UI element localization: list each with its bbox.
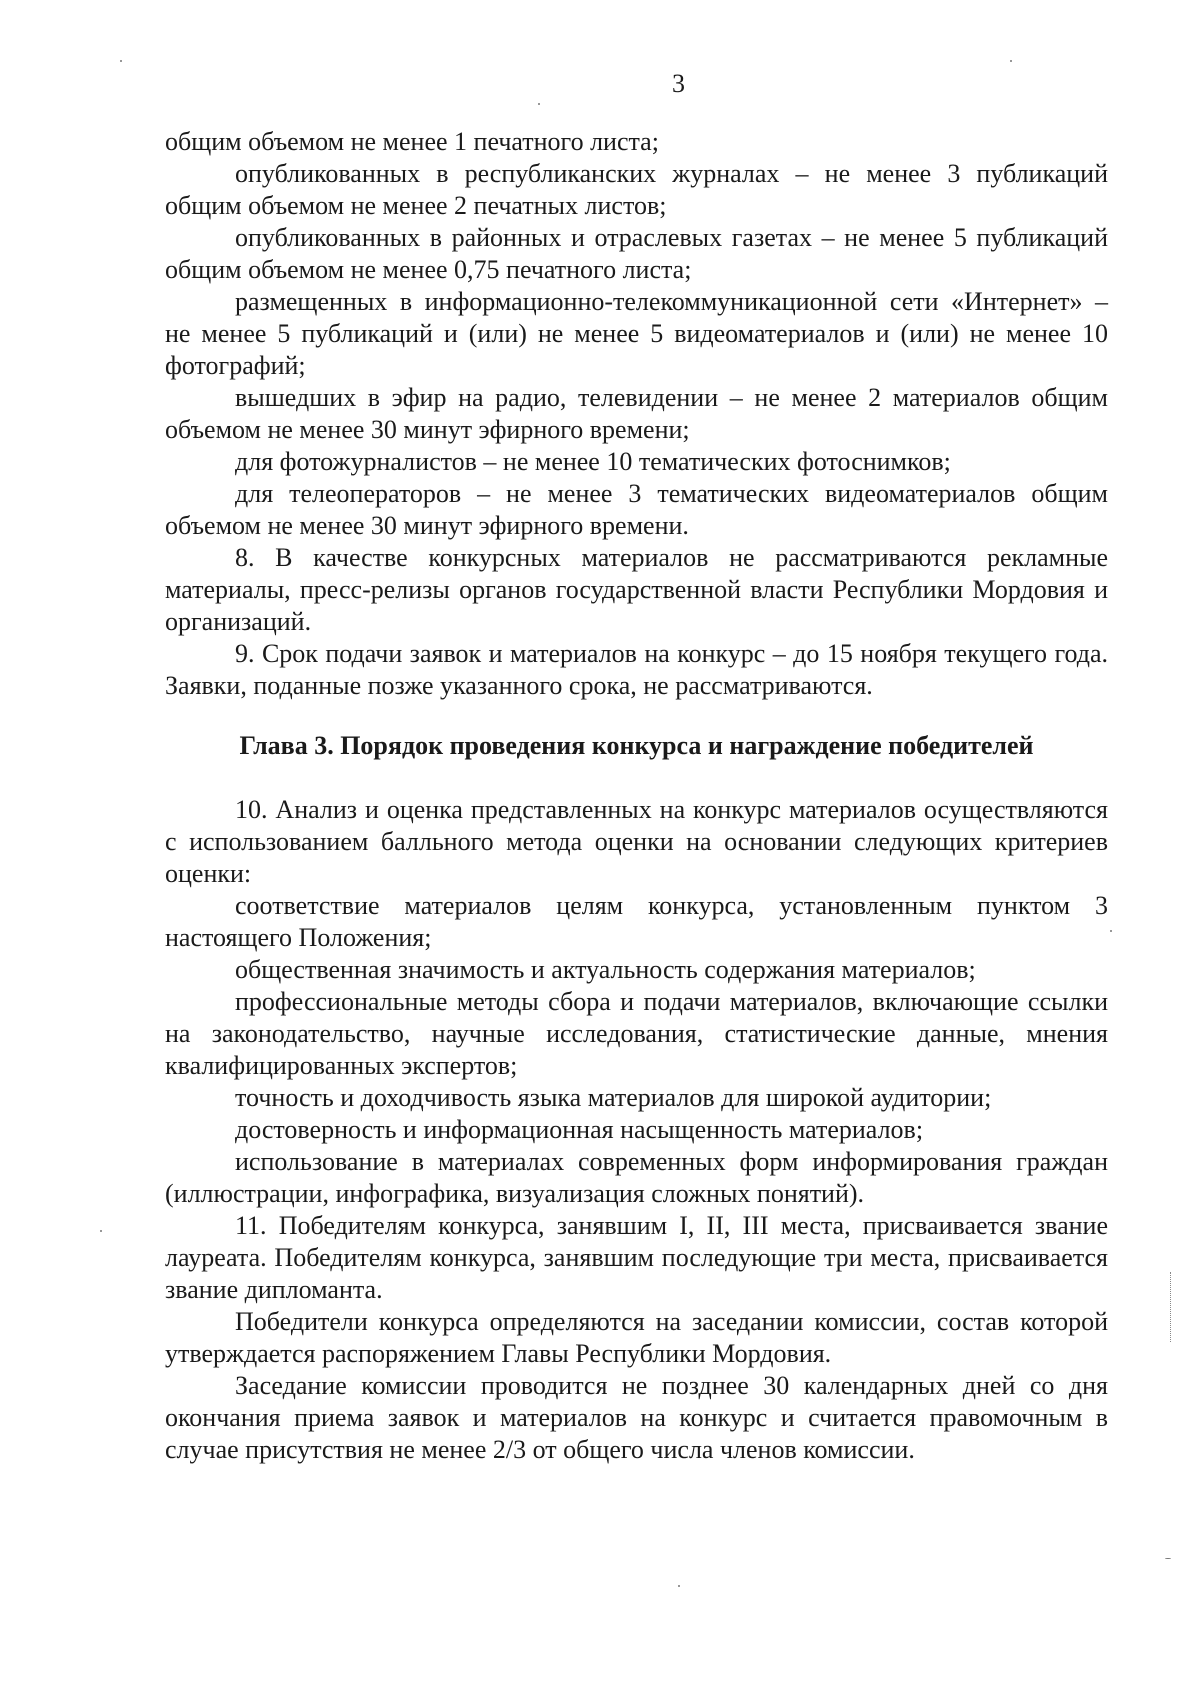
- paragraph: вышедших в эфир на радио, телевидении – не менее 2 материалов общим объемом не менее 30 минут эфирного времени;: [165, 383, 1108, 444]
- paragraph: опубликованных в республиканских журналах – не менее 3 публикаций общим объемом не менее 2 печатных листов;: [165, 159, 1108, 220]
- paragraph: точность и доходчивость языка материалов для широкой аудитории;: [235, 1083, 992, 1112]
- paragraph: 9. Срок подачи заявок и материалов на конкурс – до 15 ноября текущего года. Заявки, поданные позже указанного срока, не рассматриваются.: [165, 639, 1108, 700]
- section-requirements: [165, 126, 1108, 702]
- paragraph: Заседание комиссии проводится не позднее 30 календарных дней со дня окончания приема заявок и материалов на конкурс и считается правомочным в случае присутствия не менее 2/3 от общего числа членов комиссии.: [165, 1371, 1108, 1464]
- section-procedure: [165, 794, 1108, 1466]
- paragraph: общим объемом не менее 1 печатного листа;: [165, 127, 659, 156]
- paragraph: использование в материалах современных форм информирования граждан (иллюстрации, инфографика, визуализация сложных понятий).: [165, 1147, 1108, 1208]
- paragraph: для телеоператоров – не менее 3 тематических видеоматериалов общим объемом не менее 30 минут эфирного времени.: [165, 479, 1108, 540]
- scan-speck: [678, 1585, 680, 1587]
- paragraph: 10. Анализ и оценка представленных на конкурс материалов осуществляются с использованием балльного метода оценки на основании следующих критериев оценки:: [165, 795, 1108, 888]
- paragraph: 11. Победителям конкурса, занявшим I, II, III места, присваивается звание лауреата. Победителям конкурса, занявшим последующие три места, присваивается звание дипломанта.: [165, 1211, 1108, 1304]
- paragraph: опубликованных в районных и отраслевых газетах – не менее 5 публикаций общим объемом не менее 0,75 печатного листа;: [165, 223, 1108, 284]
- paragraph: общественная значимость и актуальность содержания материалов;: [235, 955, 976, 984]
- scan-speck: [538, 103, 540, 105]
- paragraph: профессиональные методы сбора и подачи материалов, включающие ссылки на законодательство, научные исследования, статистические данные, мнения квалифицированных экспертов;: [165, 987, 1108, 1080]
- scan-speck: [1110, 930, 1112, 932]
- paragraph: для фотожурналистов – не менее 10 тематических фотоснимков;: [235, 447, 951, 476]
- scan-speck: [1010, 60, 1012, 62]
- page-number: 3: [672, 69, 685, 98]
- scan-speck: [100, 1230, 102, 1232]
- scan-speck: [120, 60, 122, 62]
- chapter-heading: Глава 3. Порядок проведения конкурса и награждение победителей: [239, 731, 1034, 760]
- paragraph: соответствие материалов целям конкурса, установленным пунктом 3 настоящего Положения;: [165, 891, 1108, 952]
- paragraph: размещенных в информационно-телекоммуникационной сети «Интернет» – не менее 5 публикаций и (или) не менее 5 видеоматериалов и (или) не менее 10 фотографий;: [165, 287, 1108, 380]
- paragraph: достоверность и информационная насыщенность материалов;: [235, 1115, 924, 1144]
- scan-edge-marks: [1170, 1272, 1173, 1342]
- document-body: [165, 126, 1108, 1466]
- scan-speck: [1165, 1558, 1171, 1559]
- paragraph: 8. В качестве конкурсных материалов не рассматриваются рекламные материалы, пресс-релизы органов государственной власти Республики Мордовия и организаций.: [165, 543, 1108, 636]
- paragraph: Победители конкурса определяются на заседании комиссии, состав которой утверждается распоряжением Главы Республики Мордовия.: [165, 1307, 1108, 1368]
